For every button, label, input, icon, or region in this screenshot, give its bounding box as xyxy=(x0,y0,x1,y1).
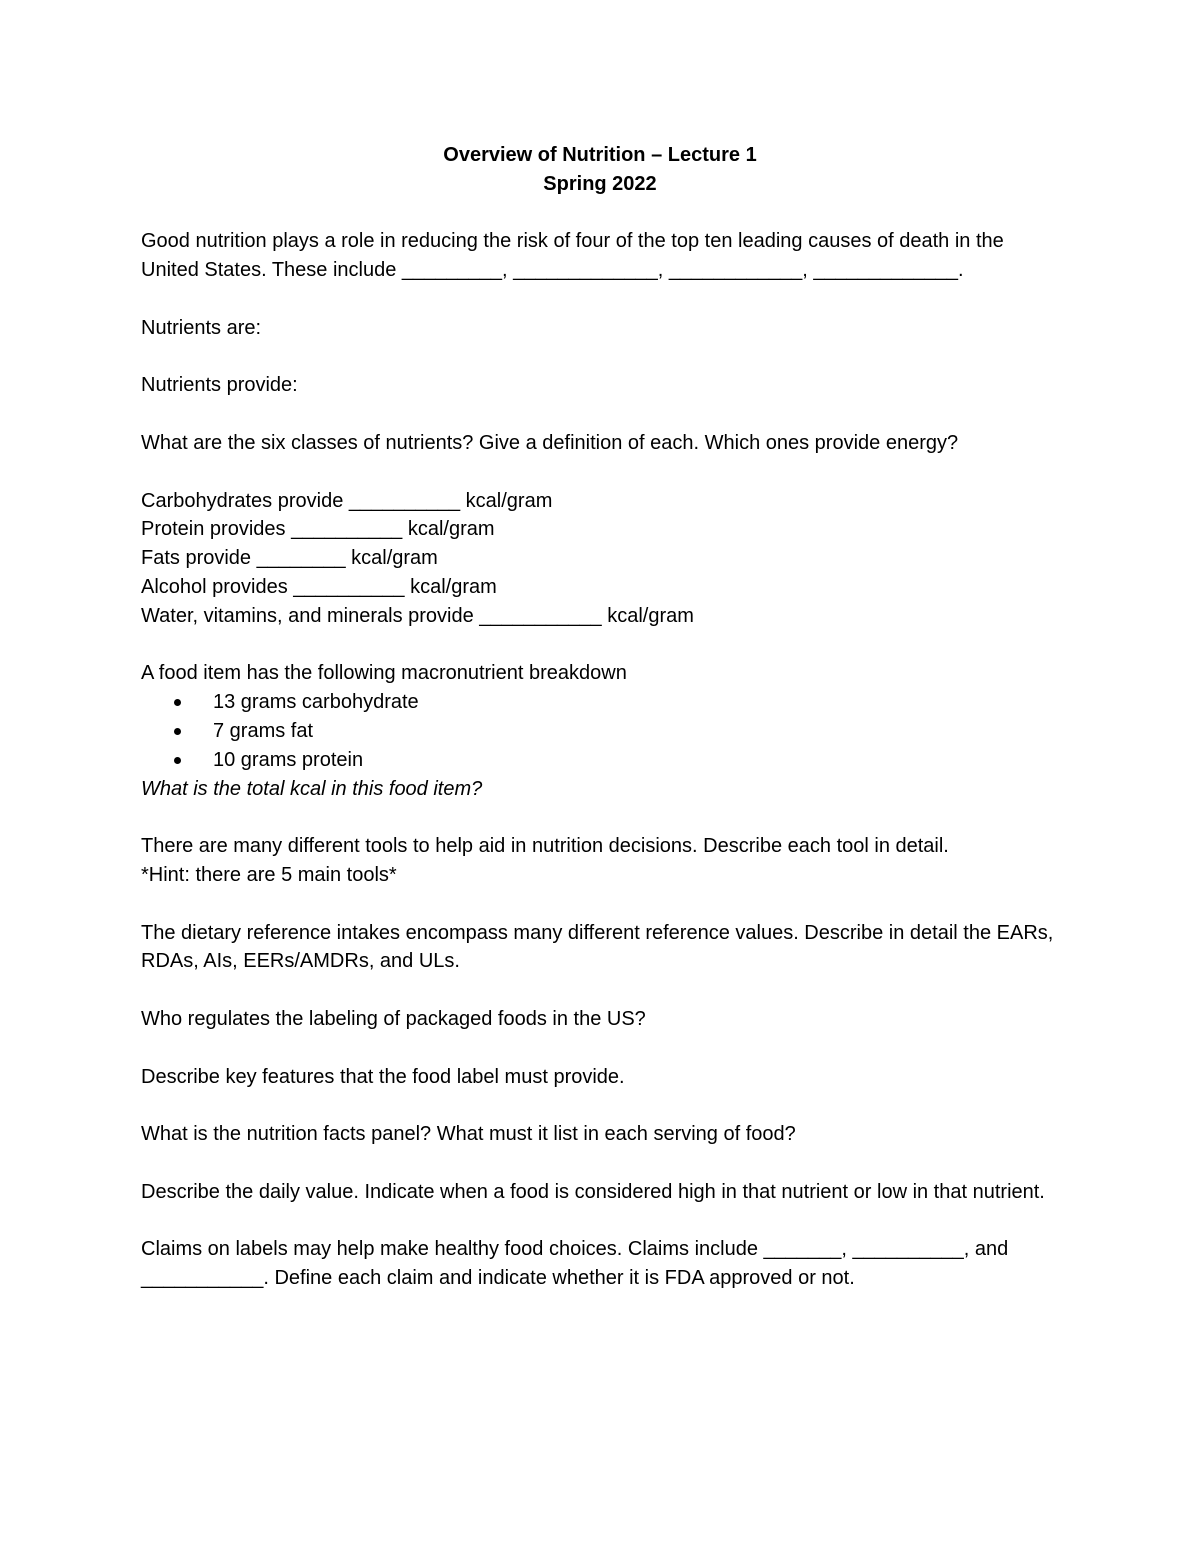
document-subtitle: Spring 2022 xyxy=(543,172,657,195)
nutrients-are-prompt: Nutrients are: xyxy=(141,316,262,339)
claims-question: Claims on labels may help make healthy food choices. Claims include _______, __________, and ___________. Define each claim and indicate whether it is FDA approved or not. xyxy=(141,1238,1014,1290)
bullet-text: 7 grams fat xyxy=(213,719,314,742)
dri-question: The dietary reference intakes encompass many different reference values. Describe in detail the EARs, RDAs, AIs, EERs/AMDRs, and ULs. xyxy=(141,921,1059,973)
kcal-line-alcohol: Alcohol provides __________ kcal/gram xyxy=(141,575,497,598)
six-classes-question: What are the six classes of nutrients? Give a definition of each. Which ones provide energy? xyxy=(141,431,959,454)
bullet-icon xyxy=(174,728,181,735)
kcal-line-protein: Protein provides __________ kcal/gram xyxy=(141,518,495,541)
food-item-question: What is the total kcal in this food item? xyxy=(141,777,483,800)
daily-value-question: Describe the daily value. Indicate when a food is considered high in that nutrient or low in that nutrient. xyxy=(141,1180,1045,1203)
document-title: Overview of Nutrition – Lecture 1 xyxy=(443,144,757,166)
list-item xyxy=(141,688,1059,717)
tools-hint: *Hint: there are 5 main tools* xyxy=(141,863,397,886)
bullet-text: 13 grams carbohydrate xyxy=(213,691,419,714)
food-item-intro: A food item has the following macronutrient breakdown xyxy=(141,662,627,685)
food-item-section xyxy=(141,659,1059,803)
nutrients-provide-prompt: Nutrients provide: xyxy=(141,374,298,397)
food-item-bullet-list xyxy=(141,688,1059,774)
tools-section xyxy=(141,832,1059,890)
kcal-per-gram-list xyxy=(141,487,1059,631)
kcal-line-fats: Fats provide ________ kcal/gram xyxy=(141,547,438,570)
list-item xyxy=(141,717,1059,746)
bullet-icon xyxy=(174,699,181,706)
bullet-icon xyxy=(174,757,181,764)
kcal-line-carbohydrates: Carbohydrates provide __________ kcal/gram xyxy=(141,489,553,512)
bullet-text: 10 grams protein xyxy=(213,748,364,771)
kcal-line-water-vitamins-minerals: Water, vitamins, and minerals provide ___________ kcal/gram xyxy=(141,604,694,627)
list-item xyxy=(141,746,1059,775)
causes-of-death-paragraph: Good nutrition plays a role in reducing the risk of four of the top ten leading causes of death in the United States. These include _________, _____________, ____________, _____________. xyxy=(141,230,1010,282)
key-features-question: Describe key features that the food label must provide. xyxy=(141,1065,625,1088)
title-block xyxy=(141,141,1059,199)
tools-question: There are many different tools to help aid in nutrition decisions. Describe each tool in detail. xyxy=(141,835,949,858)
nutrition-facts-question: What is the nutrition facts panel? What must it list in each serving of food? xyxy=(141,1123,796,1146)
regulation-question: Who regulates the labeling of packaged foods in the US? xyxy=(141,1007,646,1030)
